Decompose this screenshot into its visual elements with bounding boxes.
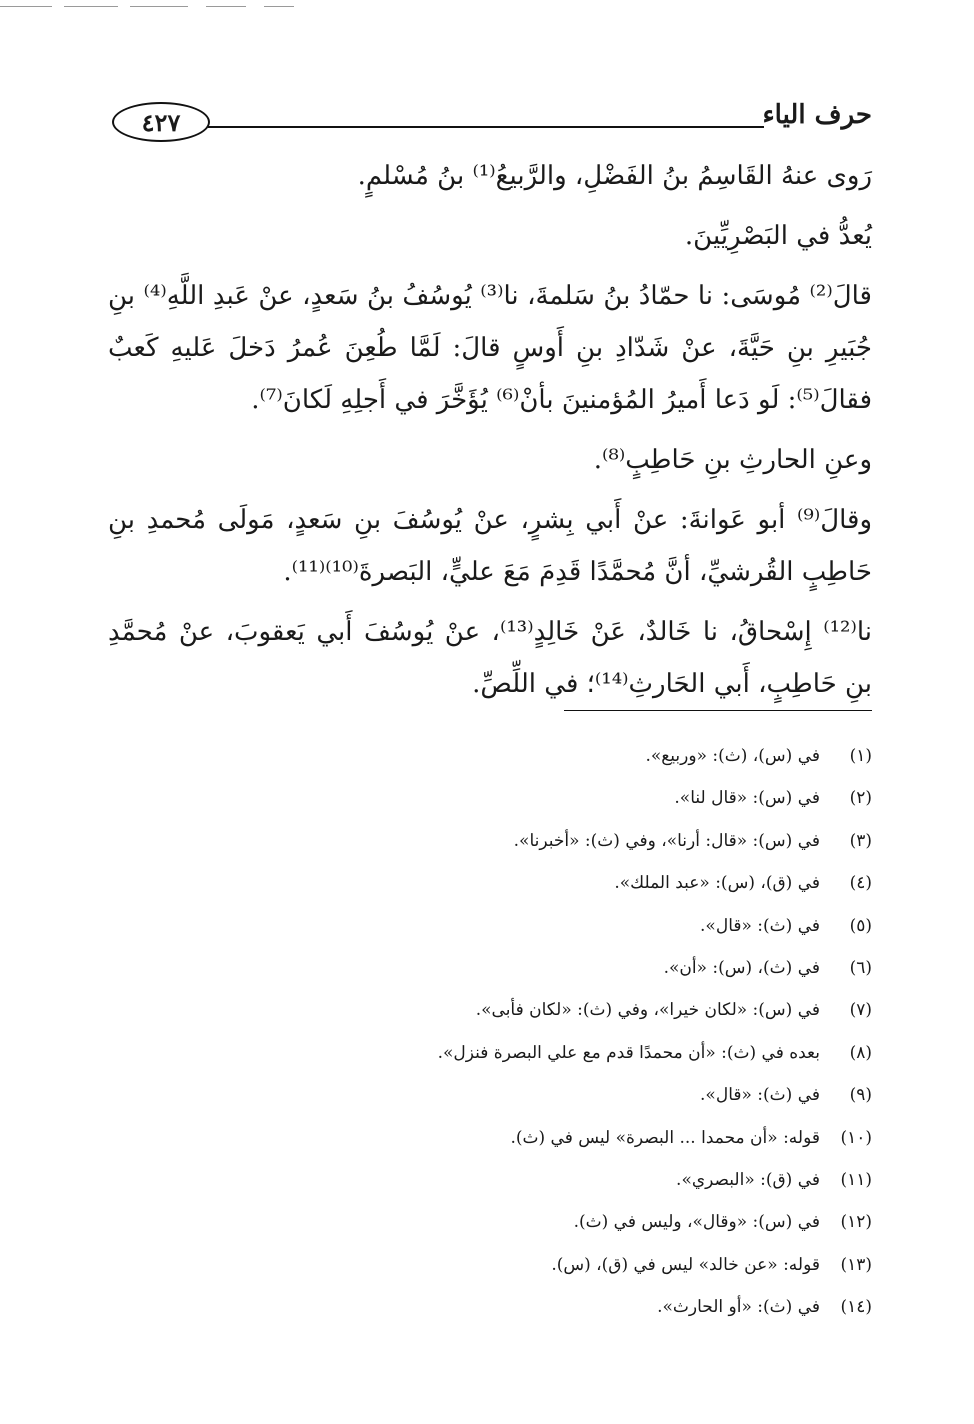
paragraph-abu-awana: وقالَ⁽⁹⁾ أبو عَوانةَ: عنْ أَبي بِشرٍ، عنْ يُوسُفَ بنِ سَعدٍ، مَولَى مُحمدِ بنِ حَاطِبٍ القُرشيِّ، أنَّ مُحمَّدًا قَدِمَ مَعَ عليٍّ، البَصرةَ⁽¹⁰⁾⁽¹¹⁾.: [108, 505, 872, 587]
footnote-item: [108, 1117, 872, 1159]
footnote-text: في (س): «وقال»، وليس في (ث).: [573, 1212, 820, 1233]
footnote-item: [108, 905, 872, 947]
header-rule: [208, 126, 764, 128]
footnote-text: بعده في (ث): «أن محمدًا قدم مع علي البصرة فنزل».: [437, 1042, 820, 1063]
main-text: [108, 150, 872, 718]
footnote-text: في (س): «لكان خيرا»، وفي (ث): «لكان فأبى».: [475, 1000, 820, 1021]
footnote-item: [108, 1244, 872, 1286]
footnote-item: [108, 947, 872, 989]
page-header: [112, 100, 872, 146]
footnote-number: (١٣): [840, 1254, 872, 1275]
footnote-item: [108, 1159, 872, 1201]
footnote-item: [108, 862, 872, 904]
footnote-text: قوله: «أن محمدا ... البصرة» ليس في (ث).: [510, 1127, 820, 1148]
page-number: ٤٢٧: [112, 102, 210, 142]
footnote-item: [108, 1032, 872, 1074]
footnote-text: في (ث): «أو الحارث».: [657, 1297, 820, 1318]
footnote-text: في (ق): «البصري».: [676, 1169, 820, 1190]
footnote-text: في (س): «قال لنا».: [674, 788, 820, 809]
footnote-number: (٨): [849, 1042, 872, 1063]
footnote-number: (١٢): [840, 1212, 872, 1233]
footnote-item: [108, 989, 872, 1031]
footnote-item: [108, 820, 872, 862]
footnote-text: في (س): «قال: أرنا»، وفي (ث): «أخبرنا».: [513, 830, 820, 851]
footnote-number: (١٤): [840, 1297, 872, 1318]
footnote-number: (٣): [849, 830, 872, 851]
footnote-number: (٤): [849, 873, 872, 894]
footnote-number: (٢): [849, 788, 872, 809]
footnote-number: (٦): [849, 957, 872, 978]
footnote-text: في (ث): «قال».: [700, 915, 820, 936]
chapter-title: حرف الياء: [762, 100, 872, 130]
footnote-item: [108, 1286, 872, 1328]
paragraph-harith: وعنِ الحارثِ بنِ حَاطِبٍ⁽⁸⁾.: [593, 445, 872, 475]
footnote-item: [108, 777, 872, 819]
paragraph-ishaq: نا⁽¹²⁾ إِسْحاقُ، نا خَالدٌ، عَنْ خَالِدٍ⁽¹³⁾، عنْ يُوسُفَ أَبي يَعقوبَ، عنْ مُحمَّدِ بنِ حَاطِبٍ، أَبي الحَارثِ⁽¹⁴⁾؛ في اللِّصِّ.: [108, 617, 872, 699]
footnote-text: قوله: «عن خالد» ليس في (ق)، (س).: [551, 1254, 820, 1275]
footnotes-list: [108, 735, 872, 1328]
paragraph-musa-narration: قالَ⁽²⁾ مُوسَى: نا حمّادُ بنُ سَلمةَ، نا⁽³⁾ يُوسُفُ بنُ سَعدٍ، عنْ عَبدِ اللَّهِ⁽⁴⁾ بنِ جُبَيرِ بنِ حَيَّةَ، عنْ شَدّادِ بنِ أَوسٍ قالَ: لَمَّا طُعِنَ عُمرُ دَخلَ عَليهِ كَعبٌ فقالَ⁽⁵⁾: لَو دَعا أَميرُ المُؤمنينَ بأنْ⁽⁶⁾ يُؤَخَّرَ في أَجلِهِ لَكانَ⁽⁷⁾.: [108, 281, 872, 415]
footnote-item: [108, 1201, 872, 1243]
footnote-number: (١٠): [840, 1127, 872, 1148]
footnote-number: (٧): [849, 1000, 872, 1021]
footnote-number: (٥): [849, 915, 872, 936]
paragraph-basrans: يُعدُّ في البَصْرِيِّينَ.: [684, 221, 872, 251]
footnote-item: [108, 1074, 872, 1116]
footnote-text: في (ق)، (س): «عبد الملك».: [614, 873, 820, 894]
footnote-number: (١١): [840, 1169, 872, 1190]
footnote-number: (٩): [849, 1085, 872, 1106]
footnote-separator: [564, 710, 872, 711]
footnote-number: (١): [849, 746, 872, 766]
footnote-item: [108, 735, 872, 777]
footnote-text: في (س)، (ث): «وربيع».: [645, 746, 820, 766]
footnote-text: في (ث): «قال».: [700, 1085, 820, 1106]
scan-edge-marks: [0, 6, 320, 10]
footnote-text: في (ث)، (س): «أن».: [663, 957, 820, 978]
paragraph-narrators: رَوى عنهُ القَاسِمُ بنُ الفَضْلِ، والرَّبيعُ⁽¹⁾ بنُ مُسْلمٍ.: [357, 161, 872, 191]
